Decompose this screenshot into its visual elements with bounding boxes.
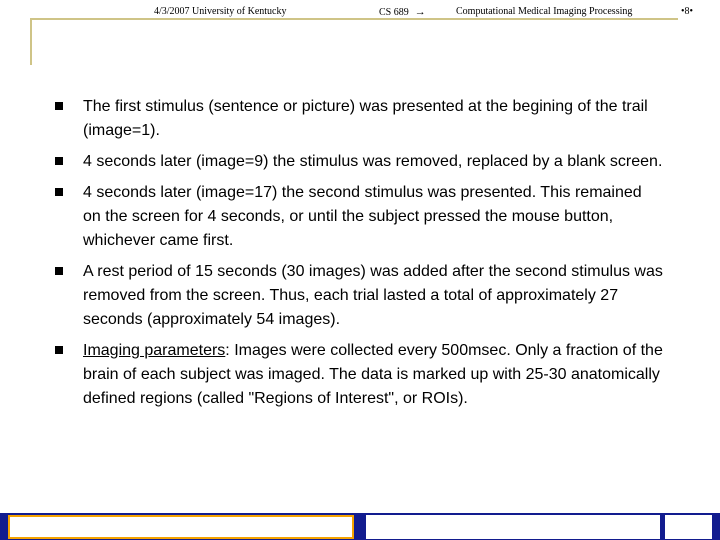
page-number-left-icon: • bbox=[681, 6, 685, 17]
bullet-item-5 bbox=[50, 339, 670, 411]
bullet-item-2 bbox=[50, 150, 670, 174]
bullet-text bbox=[83, 339, 663, 411]
footer-date-affiliation: 4/3/2007 University of Kentucky bbox=[154, 6, 287, 17]
footer-course-code bbox=[379, 6, 426, 18]
square-bullet-icon bbox=[55, 102, 63, 110]
top-rule bbox=[30, 18, 678, 20]
footer-bar bbox=[0, 513, 720, 540]
square-bullet-icon bbox=[55, 267, 63, 275]
bullet-text: 4 seconds later (image=17) the second stimulus was presented. This remained on the screen for 4 seconds, or until the subject pressed the mouse button, whichever came first. bbox=[83, 184, 642, 249]
bullet-item-1 bbox=[50, 95, 670, 143]
left-rule bbox=[30, 18, 32, 65]
square-bullet-icon bbox=[55, 188, 63, 196]
bullet-text: The first stimulus (sentence or picture) was presented at the begining of the trail (image=1). bbox=[83, 98, 648, 139]
imaging-parameters-text: : Images were collected every 500msec. Only a fraction of the brain of each subject was imaged. The data is marked up with 25-30 anatomically defined regions (called "Regions of Interest", or ROIs). bbox=[83, 342, 663, 407]
course-code-label: CS 689 bbox=[379, 7, 409, 18]
bullet-item-3 bbox=[50, 181, 670, 253]
bullet-text: 4 seconds later (image=9) the stimulus was removed, replaced by a blank screen. bbox=[83, 153, 663, 170]
bullet-text: A rest period of 15 seconds (30 images) was added after the second stimulus was removed from the screen. Thus, each trial lasted a total of approximately 27 seconds (approximately 54 images). bbox=[83, 263, 663, 328]
footer-course-title-box bbox=[450, 515, 660, 539]
page-number-label: 8 bbox=[684, 6, 690, 17]
footer-date-box bbox=[8, 515, 354, 539]
footer-page-number bbox=[681, 6, 693, 17]
arrow-right-icon: → bbox=[414, 6, 426, 18]
footer-course-title: Computational Medical Imaging Processing bbox=[456, 6, 633, 17]
page-number-right-icon: • bbox=[689, 6, 694, 17]
bullet-item-4 bbox=[50, 260, 670, 332]
imaging-parameters-label: Imaging parameters bbox=[83, 342, 226, 359]
footer-page-box bbox=[665, 515, 712, 539]
slide-content bbox=[50, 95, 670, 418]
square-bullet-icon bbox=[55, 346, 63, 354]
square-bullet-icon bbox=[55, 157, 63, 165]
footer-course-code-box bbox=[366, 515, 450, 539]
